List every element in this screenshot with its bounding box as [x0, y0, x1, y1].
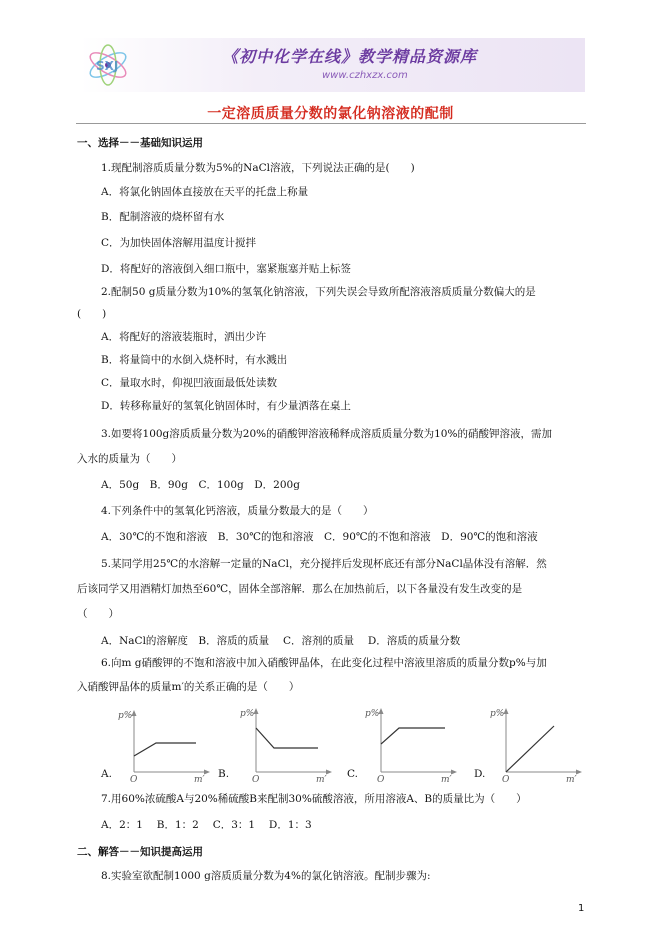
q6-stem-line1: 6.向m g硝酸钾的不饱和溶液中加入硝酸钾晶体，在此变化过程中溶液里溶质的质量分数p%与加 [101, 657, 547, 669]
q1-option-c: C．为加快固体溶解用温度计搅拌 [101, 237, 257, 249]
graph-a-x-arrow [204, 770, 210, 775]
q2-option-c: C．量取水时，仰视凹液面最低处读数 [101, 377, 278, 389]
q3-stem-line1: 3.如要将100g溶质质量分数为20%的硝酸钾溶液稀释成溶质质量分数为10%的硝酸钾溶液，需加 [101, 428, 552, 440]
graph-c-label: C. [347, 768, 358, 780]
graph-a [114, 704, 214, 782]
q8-stem: 8.实验室欲配制1000 g溶质质量分数为4%的氯化钠溶液。配制步骤为: [101, 870, 431, 882]
q3-stem-line2: 入水的质量为（ ） [77, 453, 182, 465]
logo-icon [84, 44, 132, 86]
q2-option-d: D．转移称量好的氢氧化钠固体时，有少量洒落在桌上 [101, 400, 351, 412]
graph-a-label: A. [101, 768, 112, 780]
graph-c-x-arrow [451, 770, 457, 775]
graph-d-origin: O [502, 775, 510, 782]
q2-stem-line2: ( ) [77, 308, 107, 320]
graph-b-ylabel: p% [240, 709, 255, 719]
graph-d [486, 702, 586, 782]
q1-option-d: D．将配好的溶液倒入细口瓶中，塞紧瓶塞并贴上标签 [101, 263, 351, 275]
logo-text: SXJ [96, 59, 119, 73]
graph-b-xlabel: m′ [316, 775, 327, 782]
q6-stem-line2: 入硝酸钾晶体的质量m′的关系正确的是（ ） [77, 681, 300, 693]
banner-title: 《初中化学在线》教学精品资源库 [222, 47, 478, 66]
graph-b-x-arrow [326, 770, 332, 775]
page-number: 1 [578, 903, 585, 914]
banner-url: www.czhxzx.com [322, 70, 408, 81]
graph-b-label: B. [218, 768, 230, 780]
graph-d-xlabel: m′ [566, 775, 577, 782]
graph-d-ylabel: p% [490, 709, 505, 719]
q7-stem: 7.用60%浓硫酸A与20%稀硫酸B来配制30%硫酸溶液，所用溶液A、B的质量比为（ ） [101, 793, 527, 805]
graph-d-x-arrow [576, 770, 582, 775]
section-heading-2: 二、解答－－知识提高运用 [77, 846, 203, 858]
q1-option-a: A．将氯化钠固体直接放在天平的托盘上称量 [101, 186, 309, 198]
q5-options: A．NaCl的溶解度 B．溶质的质量 C．溶剂的质量 D．溶质的质量分数 [101, 635, 461, 647]
graph-a-ylabel: p% [118, 711, 133, 721]
graph-b-origin: O [252, 775, 260, 782]
q2-option-a: A．将配好的溶液装瓶时，洒出少许 [101, 331, 267, 343]
graph-a-curve [134, 743, 196, 756]
q7-options: A．2：1 B．1：2 C．3：1 D．1：3 [101, 819, 312, 831]
title-divider [76, 123, 586, 124]
graph-b-curve [256, 728, 318, 748]
q5-stem-line1: 5.某同学用25℃的水溶解一定量的NaCl，充分搅拌后发现杯底还有部分NaCl晶体没有溶解．然 [101, 558, 547, 570]
q2-option-b: B．将量筒中的水倒入烧杯时，有水溅出 [101, 354, 288, 366]
q1-stem: 1.现配制溶质质量分数为5%的NaCl溶液，下列说法正确的是( ) [101, 162, 415, 174]
section-heading-1: 一、选择－－基础知识运用 [77, 137, 203, 149]
graph-b [236, 702, 336, 782]
q5-stem-line2: 后该同学又用酒精灯加热至60℃，固体全部溶解．那么在加热前后，以下各量没有发生改变的是 [77, 583, 523, 595]
graph-c-curve [381, 728, 445, 744]
graph-d-curve [506, 726, 554, 772]
q5-stem-line3: （ ） [77, 608, 119, 620]
graph-a-origin: O [130, 775, 138, 782]
graph-c [361, 702, 461, 782]
graph-d-label: D. [474, 768, 486, 780]
q4-options: A．30℃的不饱和溶液 B．30℃的饱和溶液 C．90℃的不饱和溶液 D．90℃的饱和溶液 [101, 531, 538, 543]
graph-c-origin: O [377, 775, 385, 782]
q1-option-b: B．配制溶液的烧杯留有水 [101, 211, 225, 223]
q3-options: A．50g B．90g C．100g D．200g [101, 479, 300, 491]
document-title: 一定溶质质量分数的氯化钠溶液的配制 [207, 106, 454, 122]
graph-c-ylabel: p% [365, 709, 380, 719]
q4-stem: 4.下列条件中的氢氧化钙溶液，质量分数最大的是（ ） [101, 505, 374, 517]
q2-stem-line1: 2.配制50 g质量分数为10%的氢氧化钠溶液，下列失误会导致所配溶液溶质质量分数偏大的是 [101, 286, 536, 298]
graph-c-xlabel: m′ [441, 775, 452, 782]
graph-a-xlabel: m′ [194, 775, 205, 782]
